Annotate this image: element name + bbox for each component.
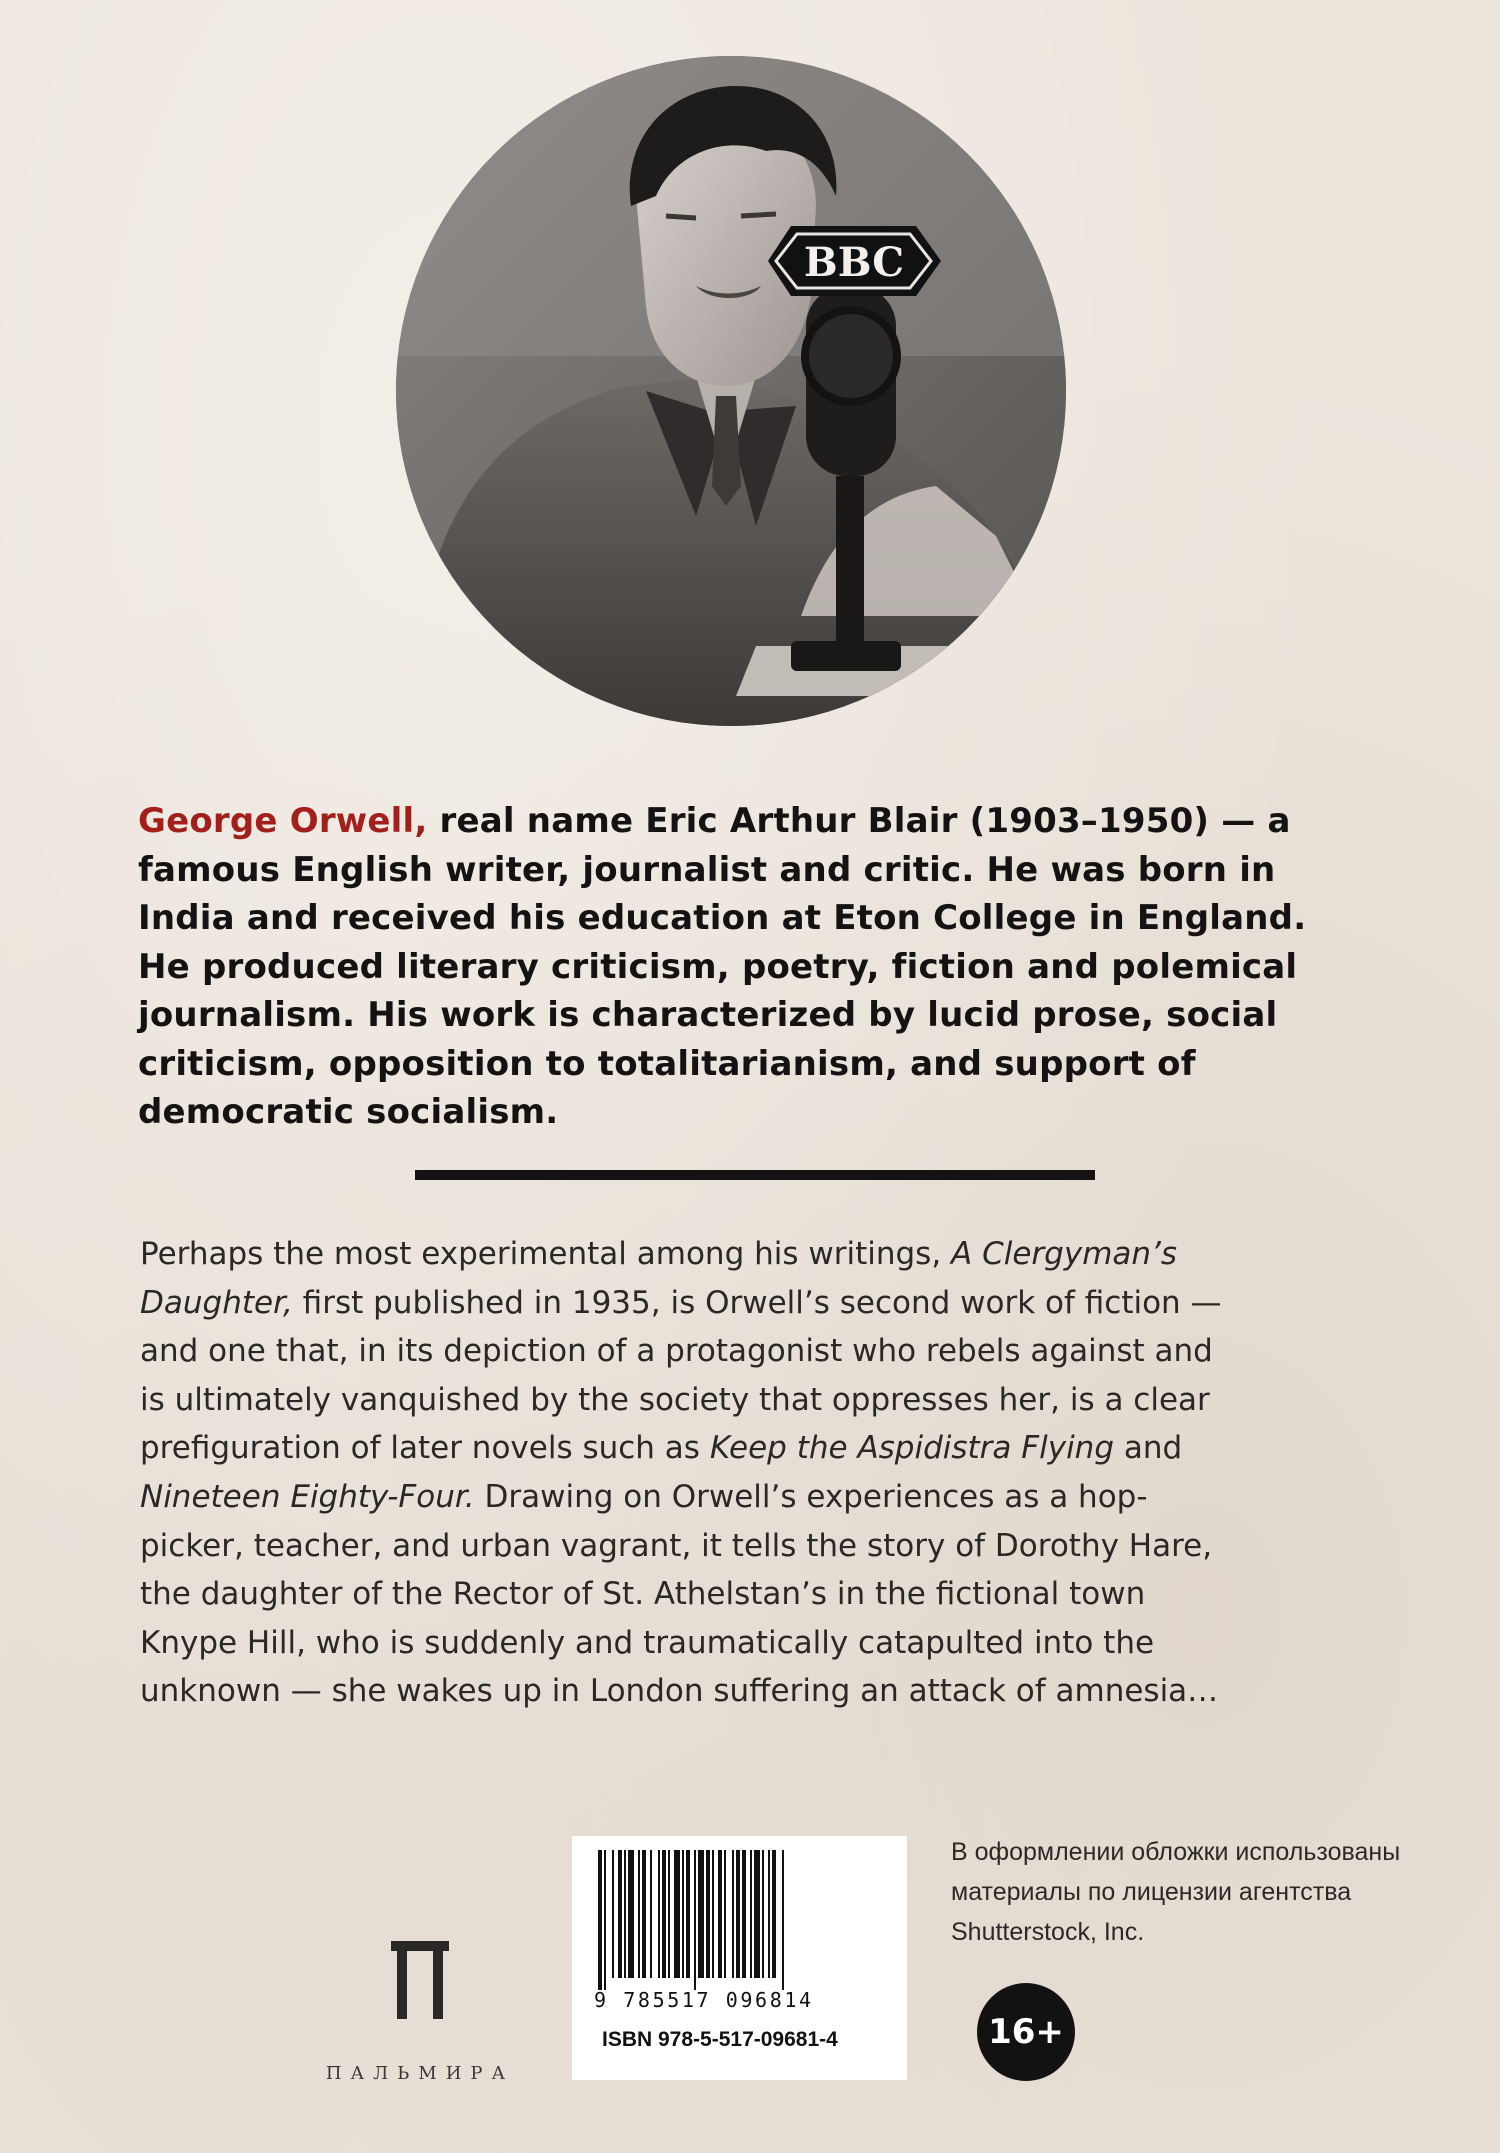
- isbn: ISBN 978-5-517-09681-4: [602, 2028, 838, 2051]
- blurb-text: Knype Hill, who is suddenly and traumatically catapulted into the: [140, 1624, 1155, 1661]
- license-line: Shutterstock, Inc.: [951, 1918, 1145, 1946]
- barcode-bar: [750, 1850, 752, 1978]
- barcode-bar: [782, 1850, 784, 1990]
- age-rating-badge: 16+: [977, 1983, 1075, 2081]
- barcode-bar: [754, 1850, 760, 1978]
- barcode-bar: [642, 1850, 646, 1978]
- barcode-bar: [638, 1850, 640, 1978]
- barcode-bar: [612, 1850, 614, 1978]
- blurb-text: Perhaps the most experimental among his writings,: [140, 1236, 952, 1272]
- barcode-bar: [742, 1850, 746, 1978]
- publisher-logo: [290, 1935, 550, 2095]
- barcode-bar: [736, 1850, 740, 1978]
- book-title: A Clergyman’s: [951, 1236, 1178, 1272]
- barcode-bar: [718, 1850, 722, 1978]
- novel-title: Nineteen Eighty-Four.: [140, 1478, 475, 1515]
- barcode-bar: [668, 1850, 670, 1978]
- book-title: Daughter,: [140, 1284, 293, 1321]
- blurb-text: first published in 1935, is Orwell’s second work of fiction —: [292, 1284, 1222, 1321]
- blurb-text: is ultimately vanquished by the society that oppresses her, is a clear: [140, 1381, 1210, 1418]
- blurb-text: unknown — she wakes up in London suffering an attack of amnesia…: [140, 1673, 1219, 1710]
- author-name: George Orwell,: [138, 801, 428, 841]
- barcode-bar: [658, 1850, 660, 1978]
- barcode-digits: 9 785517 096814: [594, 1988, 814, 2012]
- blurb-text: and: [1114, 1430, 1183, 1467]
- barcode-bar: [772, 1850, 776, 1978]
- barcode-bar: [682, 1850, 684, 1978]
- blurb-text: and one that, in its depiction of a protagonist who rebels against and: [140, 1333, 1213, 1370]
- barcode-bar: [674, 1850, 680, 1978]
- microphone-label: BBC: [803, 239, 905, 286]
- blurb-text: Drawing on Orwell’s experiences as a hop-: [474, 1478, 1148, 1515]
- book-blurb: [140, 1230, 1380, 1716]
- publisher-mark-icon: [391, 1941, 449, 2019]
- barcode-bar: [706, 1850, 710, 1978]
- author-portrait: [396, 56, 1066, 726]
- novel-title: Keep the Aspidistra Flying: [709, 1430, 1115, 1467]
- divider-rule: [415, 1170, 1095, 1180]
- barcode-bar: [762, 1850, 764, 1978]
- barcode-bar: [604, 1850, 606, 1990]
- author-bio: [138, 797, 1328, 1137]
- barcode: [572, 1836, 907, 2080]
- barcode-bar: [650, 1850, 652, 1978]
- blurb-text: prefiguration of later novels such as: [140, 1430, 710, 1467]
- barcode-bar: [598, 1850, 602, 1990]
- barcode-bars-icon: [594, 1850, 884, 1990]
- author-bio-text: real name Eric Arthur Blair (1903–1950) — a famous English writer, journalist and critic. He was born in India and received his education at Eton College in England. He produced literary criticism, poetry, fiction and polemical journalism. His work is characterized by lucid prose, social criticism, opposition to totalitarianism, and support of democratic socialism.: [138, 801, 1307, 1132]
- license-notice: [951, 1832, 1471, 1952]
- portrait-illustration: [396, 56, 1066, 726]
- barcode-bar: [686, 1850, 690, 1978]
- license-line: материалы по лицензии агентства: [951, 1878, 1352, 1906]
- barcode-bar: [698, 1850, 704, 1978]
- barcode-bar: [662, 1850, 666, 1978]
- publisher-name: ПАЛЬМИРА: [325, 2063, 515, 2084]
- barcode-bar: [724, 1850, 726, 1978]
- barcode-bar: [712, 1850, 714, 1978]
- barcode-bar: [628, 1850, 634, 1978]
- license-line: В оформлении обложки использованы: [951, 1838, 1401, 1866]
- barcode-bar: [618, 1850, 622, 1978]
- blurb-text: picker, teacher, and urban vagrant, it tells the story of Dorothy Hare,: [140, 1527, 1213, 1564]
- barcode-bar: [768, 1850, 770, 1978]
- barcode-bar: [624, 1850, 626, 1978]
- barcode-bar: [732, 1850, 734, 1978]
- blurb-text: the daughter of the Rector of St. Athelstan’s in the fictional town: [140, 1576, 1146, 1613]
- barcode-bar: [694, 1850, 696, 1990]
